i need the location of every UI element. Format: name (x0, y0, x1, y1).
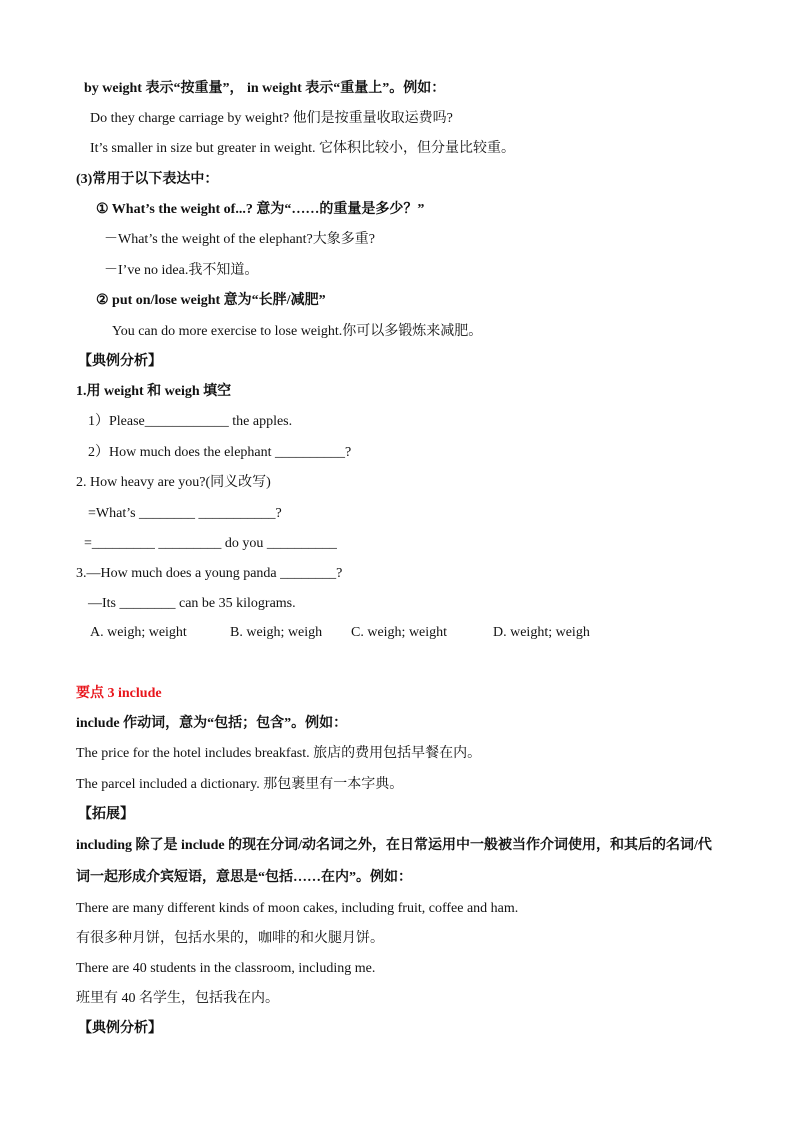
example-sentence: The price for the hotel includes breakfast. 旅店的费用包括早餐在内。 (76, 746, 482, 761)
expression-item: ② put on/lose weight 意为“长胖/减肥” (96, 293, 326, 308)
example-translation: 有很多种月饼，包括水果的，咖啡的和火腿月饼。 (76, 931, 384, 946)
subsection-heading: (3)常用于以下表达中： (76, 172, 219, 187)
option-d: D. weight; weigh (493, 625, 590, 640)
exercise-title: 3.—How much does a young panda ________? (76, 566, 343, 581)
exercise-item: =_________ _________ do you __________ (84, 536, 337, 551)
expression-item: ① What’s the weight of...? 意为“……的重量是多少？” (96, 202, 425, 217)
example-sentence: Do they charge carriage by weight? 他们是按重量收取运费吗? (90, 111, 453, 126)
example-sentence: There are many different kinds of moon cakes, including fruit, coffee and ham. (76, 901, 519, 916)
section-label: 【拓展】 (78, 807, 134, 822)
key-point-heading: 要点 3 include (76, 686, 162, 701)
section-label: 【典例分析】 (78, 1021, 162, 1036)
exercise-title: 1.用 weight 和 weigh 填空 (76, 384, 232, 399)
exercise-title: 2. How heavy are you?(同义改写) (76, 475, 271, 490)
option-a: A. weigh; weight (90, 625, 187, 640)
example-sentence: The parcel included a dictionary. 那包裹里有一本字典。 (76, 777, 404, 792)
option-b: B. weigh; weigh (230, 625, 323, 640)
dialogue-line: －I’ve no idea.我不知道。 (104, 263, 259, 278)
extension-text: including 除了是 include 的现在分词/动名词之外，在日常运用中一般被当作介词使用，和其后的名词/代 (76, 838, 712, 853)
example-sentence: It’s smaller in size but greater in weight. 它体积比较小，但分量比较重。 (90, 141, 515, 156)
example-translation: 班里有 40 名学生，包括我在内。 (76, 991, 279, 1006)
exercise-item: =What’s ________ ___________? (88, 506, 282, 521)
section-label: 【典例分析】 (78, 354, 162, 369)
definition-line: include 作动词，意为“包括；包含”。例如： (76, 716, 348, 731)
extension-text: 词一起形成介宾短语，意思是“包括……在内”。例如： (76, 870, 412, 885)
option-c: C. weigh; weight (351, 625, 448, 640)
dialogue-line: －What’s the weight of the elephant?大象多重? (104, 232, 375, 247)
exercise-item: 1）Please____________ the apples. (88, 414, 293, 429)
by-weight-in-weight-note: by weight 表示“按重量”， in weight 表示“重量上”。例如： (84, 81, 446, 96)
example-sentence: There are 40 students in the classroom, including me. (76, 961, 376, 976)
exercise-item: 2）How much does the elephant __________? (88, 445, 352, 460)
exercise-item: —Its ________ can be 35 kilograms. (88, 596, 296, 611)
example-sentence: You can do more exercise to lose weight.你可以多锻炼来减肥。 (112, 324, 483, 339)
